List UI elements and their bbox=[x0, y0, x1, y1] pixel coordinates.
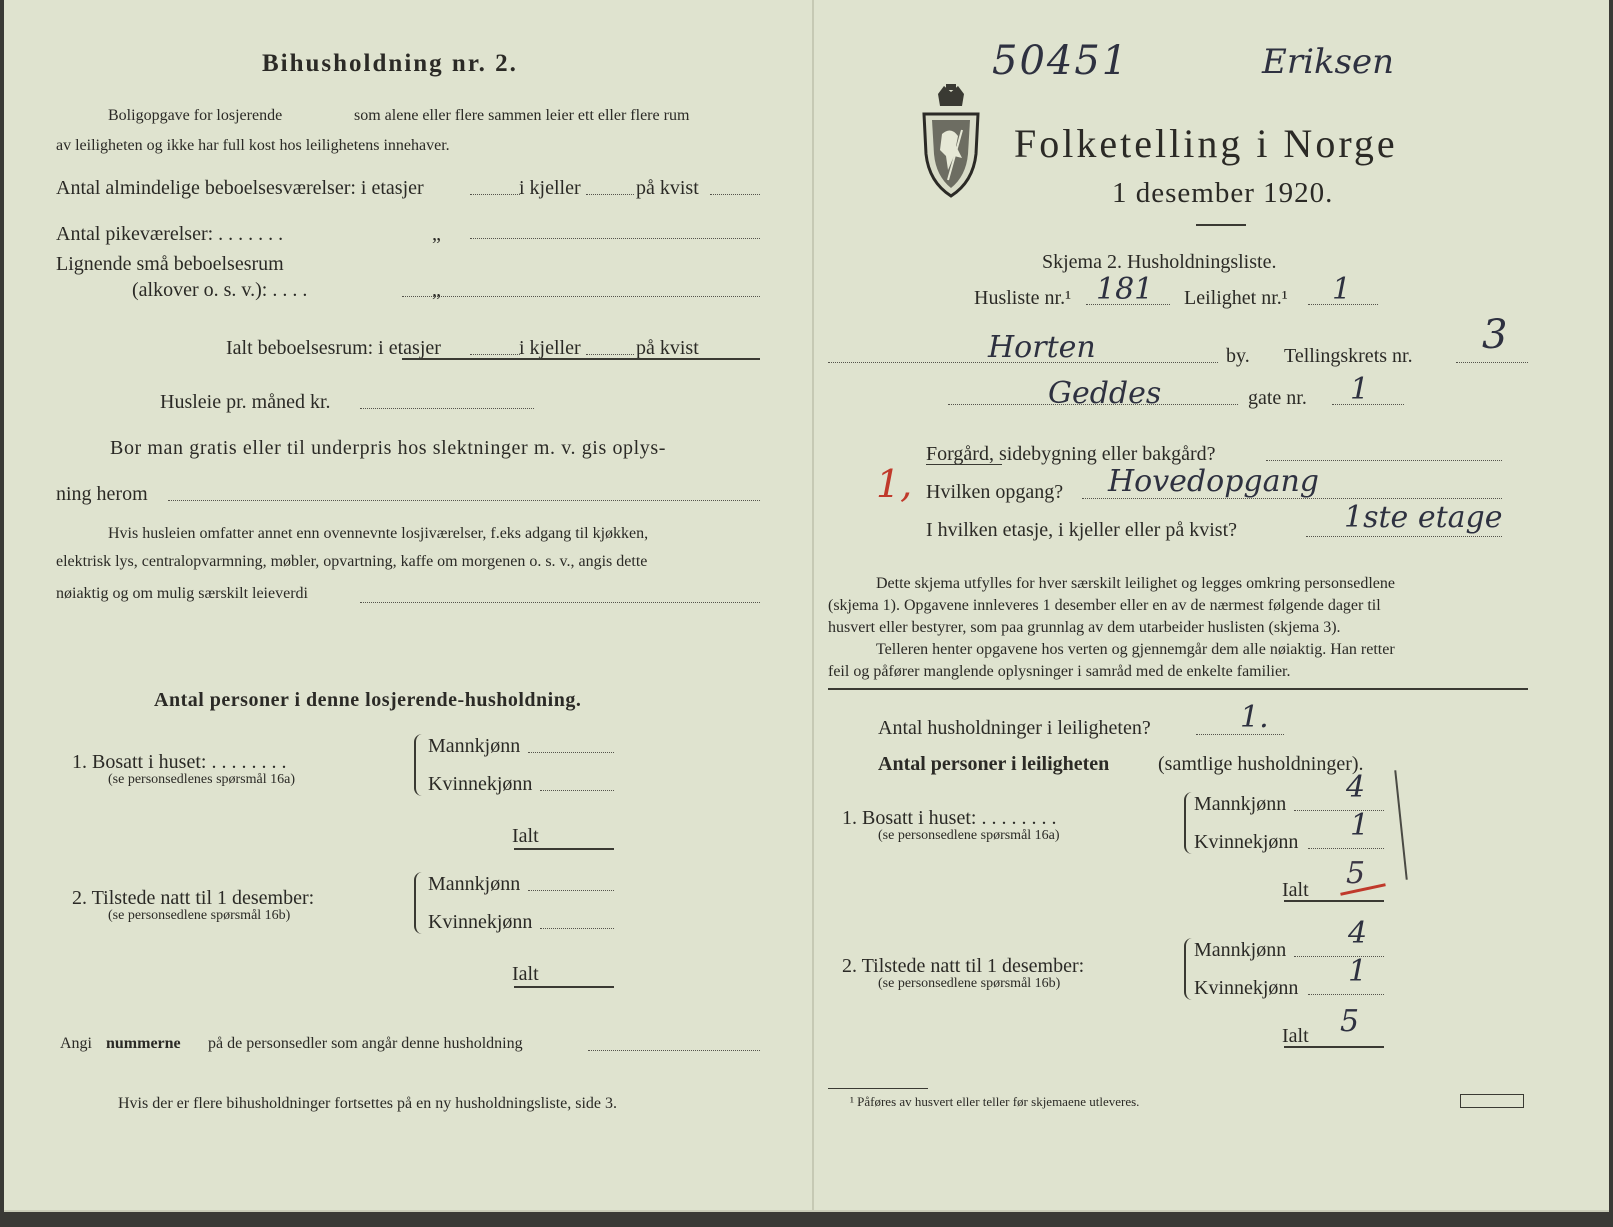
opgang-line bbox=[1082, 498, 1502, 499]
row3-ditto: „ bbox=[432, 279, 441, 301]
right-q1-ialt-label: Ialt bbox=[1282, 879, 1309, 901]
row1-kvist-line bbox=[710, 194, 760, 195]
opgang-value: Hovedopgang bbox=[1108, 464, 1320, 499]
ialt-etasjer-line bbox=[470, 354, 520, 355]
right-q2-kvinne-label: Kvinnekjønn bbox=[1194, 977, 1299, 999]
left-persons-heading: Antal personer i denne losjerende-husholdning. bbox=[154, 689, 582, 711]
forgard-line bbox=[1266, 460, 1502, 461]
right-q2-mann-line bbox=[1294, 956, 1384, 957]
husleie-label: Husleie pr. måned kr. bbox=[160, 391, 331, 413]
right-q1-sub: (se personsedlene spørsmål 16a) bbox=[878, 828, 1060, 843]
krets-line bbox=[1456, 362, 1528, 363]
census-form-sheet bbox=[4, 0, 1609, 1212]
gratis-line bbox=[168, 500, 760, 501]
intro-line2: av leiligheten og ikke har full kost hos leilighetens innehaver. bbox=[56, 137, 450, 154]
left-q1-mann: Mannkjønn bbox=[428, 735, 521, 757]
form-title: Folketelling i Norge bbox=[1014, 121, 1398, 166]
ialt-label: Ialt beboelsesrum: i etasjer bbox=[226, 337, 441, 359]
right-q1-ialt-rule bbox=[1284, 900, 1384, 902]
gratis-line-b: ning herom bbox=[56, 483, 148, 505]
leilighet-label: Leilighet nr.¹ bbox=[1184, 287, 1288, 309]
krets-value: 3 bbox=[1482, 312, 1508, 358]
left-footer: Hvis der er flere bihusholdninger fortsettes på en ny husholdningsliste, side 3. bbox=[118, 1095, 618, 1112]
left-q1-label: 1. Bosatt i huset: . . . . . . . . bbox=[72, 751, 287, 773]
row1-kjeller-line bbox=[586, 194, 634, 195]
left-q2-brace bbox=[414, 872, 424, 934]
coat-of-arms-icon bbox=[918, 84, 984, 200]
right-q2-ialt-rule bbox=[1284, 1046, 1384, 1048]
hush-value: 1. bbox=[1240, 700, 1269, 735]
gate-label: gate nr. bbox=[1248, 387, 1307, 409]
forgard-underline bbox=[926, 464, 1002, 465]
left-q1-kvinne-line bbox=[540, 790, 614, 791]
left-q2-sub: (se personsedlene spørsmål 16b) bbox=[108, 908, 291, 923]
husleien-line-b: elektrisk lys, centralopvarmning, møbler, opvartning, kaffe om morgenen o. s. v., angis dette bbox=[56, 553, 648, 570]
right-q2-kvinne-line bbox=[1308, 994, 1384, 995]
row1-kjeller: i kjeller bbox=[519, 177, 581, 199]
gate-line bbox=[948, 404, 1238, 405]
right-q2-mann-label: Mannkjønn bbox=[1194, 939, 1287, 961]
row1-etasjer-line bbox=[470, 194, 520, 195]
right-q1-kvinne-line bbox=[1308, 848, 1384, 849]
left-q2-kvinne: Kvinnekjønn bbox=[428, 911, 533, 933]
right-persons-rest: (samtlige husholdninger). bbox=[1158, 753, 1364, 775]
husliste-label: Husliste nr.¹ bbox=[974, 287, 1072, 309]
right-q2-kvinne-value: 1 bbox=[1348, 954, 1368, 989]
pencil-check-line bbox=[1394, 770, 1407, 880]
right-q2-sub: (se personsedlene spørsmål 16b) bbox=[878, 976, 1061, 991]
ialt-rule bbox=[402, 358, 760, 360]
husliste-line bbox=[1086, 304, 1170, 305]
left-q1-kvinne: Kvinnekjønn bbox=[428, 773, 533, 795]
instructions-rule bbox=[828, 688, 1528, 690]
right-q1-label: 1. Bosatt i huset: . . . . . . . . bbox=[842, 807, 1057, 829]
footnote: ¹ Påføres av husvert eller teller før skjemaene utleveres. bbox=[850, 1094, 1140, 1109]
ialt-kjeller-line bbox=[586, 354, 634, 355]
row2-label: Antal pikeværelser: . . . . . . . bbox=[56, 223, 284, 245]
red-margin-mark: 1, bbox=[876, 462, 913, 506]
right-q2-brace bbox=[1184, 938, 1194, 1000]
krets-label: Tellingskrets nr. bbox=[1284, 345, 1413, 367]
hush-line bbox=[1196, 734, 1284, 735]
right-q1-mann-value: 4 bbox=[1346, 770, 1366, 805]
intro-bold: Boligopgave for losjerende bbox=[108, 107, 283, 124]
right-q1-brace bbox=[1184, 792, 1194, 854]
right-q2-label: 2. Tilstede natt til 1 desember: bbox=[842, 955, 1085, 977]
etasje-value: 1ste etage bbox=[1344, 500, 1503, 535]
left-q2-ialt-rule bbox=[514, 986, 614, 988]
by-line bbox=[828, 362, 1218, 363]
by-label: by. bbox=[1226, 345, 1250, 367]
forgard-label: Forgård, sidebygning eller bakgård? bbox=[926, 443, 1216, 465]
angi-line bbox=[588, 1050, 760, 1051]
right-q1-mann-label: Mannkjønn bbox=[1194, 793, 1287, 815]
right-q1-mann-line bbox=[1294, 810, 1384, 811]
instr-1: Dette skjema utfylles for hver særskilt leilighet og legges omkring personsedlene bbox=[876, 575, 1395, 592]
left-q1-brace bbox=[414, 734, 424, 796]
left-q2-mann: Mannkjønn bbox=[428, 873, 521, 895]
row1-label: Antal almindelige beboelsesværelser: i etasjer bbox=[56, 177, 424, 199]
by-value: Horten bbox=[988, 330, 1096, 365]
row2-ditto: „ bbox=[432, 223, 441, 245]
left-q1-sub: (se personsedlenes spørsmål 16a) bbox=[108, 772, 296, 787]
gate-value: Geddes bbox=[1048, 376, 1162, 411]
left-q2-label: 2. Tilstede natt til 1 desember: bbox=[72, 887, 315, 909]
right-q2-mann-value: 4 bbox=[1348, 916, 1368, 951]
right-q1-kvinne-label: Kvinnekjønn bbox=[1194, 831, 1299, 853]
husleien-line-a: Hvis husleien omfatter annet enn ovennevnte losjiværelser, f.eks adgang til kjøkken, bbox=[108, 525, 649, 542]
right-q1-kvinne-value: 1 bbox=[1350, 808, 1370, 843]
row3-label-a: Lignende små beboelsesrum bbox=[56, 253, 284, 275]
form-date: 1 desember 1920. bbox=[1112, 177, 1334, 209]
left-q2-kvinne-line bbox=[540, 928, 614, 929]
right-q2-ialt-value: 5 bbox=[1340, 1004, 1360, 1039]
left-q1-ialt-rule bbox=[514, 848, 614, 850]
gratis-line-a: Bor man gratis eller til underpris hos slektninger m. v. gis oplys- bbox=[110, 437, 667, 459]
instr-3: husvert eller bestyrer, som paa grunnlag av dem utarbeider huslisten (skjema 3). bbox=[828, 619, 1341, 636]
row3-label-b: (alkover o. s. v.): . . . . bbox=[132, 279, 308, 301]
row1-kvist: på kvist bbox=[636, 177, 699, 199]
stamp-number: 50451 bbox=[992, 38, 1130, 84]
footnote-rule bbox=[828, 1088, 928, 1089]
husleien-line-c: nøiaktig og om mulig særskilt leieverdi bbox=[56, 585, 308, 602]
gate-nr-line bbox=[1332, 404, 1404, 405]
instr-2: (skjema 1). Opgavene innleveres 1 desember eller en av de nærmest følgende dager til bbox=[828, 597, 1381, 614]
right-persons-bold: Antal personer i leiligheten bbox=[878, 753, 1110, 775]
intro-rest: som alene eller flere sammen leier ett eller flere rum bbox=[354, 107, 690, 124]
left-q2-mann-line bbox=[528, 890, 614, 891]
angi-b: på de personsedler som angår denne husholdning bbox=[208, 1035, 523, 1052]
leilighet-line bbox=[1308, 304, 1378, 305]
husliste-value: 181 bbox=[1096, 272, 1154, 307]
ialt-kjeller: i kjeller bbox=[519, 337, 581, 359]
instr-5: feil og påfører manglende oplysninger i samråd med de enkelte familier. bbox=[828, 663, 1291, 680]
right-q2-ialt-label: Ialt bbox=[1282, 1025, 1309, 1047]
row2-line bbox=[470, 238, 760, 239]
printer-mark bbox=[1460, 1094, 1524, 1108]
left-q2-ialt: Ialt bbox=[512, 963, 539, 985]
opgang-label: Hvilken opgang? bbox=[926, 481, 1064, 503]
hush-label: Antal husholdninger i leiligheten? bbox=[878, 717, 1151, 739]
husleie-line bbox=[360, 408, 534, 409]
skjema-label: Skjema 2. Husholdningsliste. bbox=[1042, 251, 1277, 273]
left-heading: Bihusholdning nr. 2. bbox=[262, 50, 518, 77]
ialt-kvist: på kvist bbox=[636, 337, 699, 359]
left-q1-mann-line bbox=[528, 752, 614, 753]
etasje-label: I hvilken etasje, i kjeller eller på kvist? bbox=[926, 519, 1237, 541]
title-rule bbox=[1196, 224, 1246, 226]
left-q1-ialt: Ialt bbox=[512, 825, 539, 847]
row3-line bbox=[402, 296, 760, 297]
page-fold bbox=[812, 0, 814, 1210]
gate-nr-value: 1 bbox=[1350, 372, 1370, 407]
etasje-line bbox=[1306, 536, 1502, 537]
angi-a: Angi bbox=[60, 1035, 92, 1052]
instr-4: Telleren henter opgavene hos verten og gjennemgår dem alle nøiaktig. Han retter bbox=[876, 641, 1395, 658]
right-q1-ialt-value: 5 bbox=[1346, 856, 1366, 891]
leilighet-value: 1 bbox=[1332, 272, 1352, 307]
handwritten-name-top: Eriksen bbox=[1262, 42, 1395, 82]
angi-bold: nummerne bbox=[106, 1035, 181, 1052]
husleien-line bbox=[360, 602, 760, 603]
